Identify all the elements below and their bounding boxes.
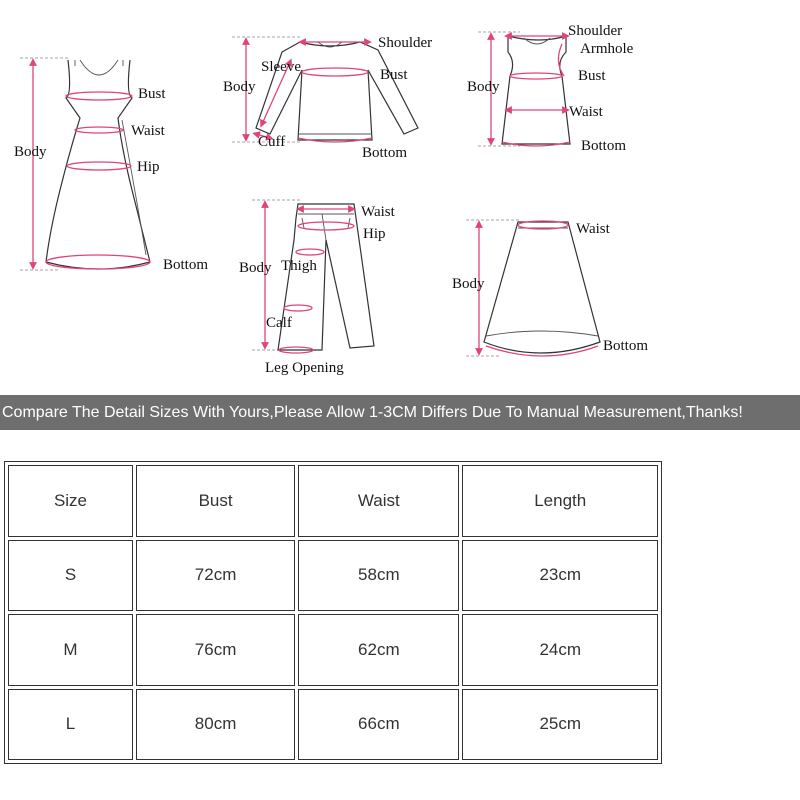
sweater-cuff-label: Cuff	[258, 134, 286, 150]
cell-waist: 66cm	[298, 689, 459, 761]
sweater-shoulder-label: Shoulder	[378, 35, 433, 51]
pants-body-label: Body	[239, 260, 272, 276]
dress-figure	[20, 58, 150, 270]
cell-waist: 58cm	[298, 540, 459, 612]
table-header-row	[8, 465, 658, 537]
sweater-body-label: Body	[223, 79, 256, 95]
dress-hip-label: Hip	[137, 159, 160, 175]
pants-calf-label: Calf	[266, 315, 292, 331]
skirt-figure	[466, 220, 600, 356]
tank-bust-label: Bust	[578, 68, 606, 84]
header-size: Size	[8, 465, 133, 537]
table-row	[8, 540, 658, 612]
tank-waist-label: Waist	[569, 104, 603, 120]
dress-waist-label: Waist	[131, 123, 165, 139]
tank-shoulder-label: Shoulder	[568, 23, 623, 39]
size-chart-table	[4, 461, 662, 764]
cell-length: 24cm	[462, 614, 658, 686]
pants-waist-label: Waist	[361, 204, 395, 220]
cell-bust: 80cm	[136, 689, 295, 761]
pants-thigh-label: Thigh	[281, 258, 317, 274]
table-row	[8, 689, 658, 761]
table-row	[8, 614, 658, 686]
header-waist: Waist	[298, 465, 459, 537]
tank-armhole-label: Armhole	[580, 41, 634, 57]
cell-bust: 72cm	[136, 540, 295, 612]
sweater-bottom-label: Bottom	[362, 145, 408, 161]
dress-bust-label: Bust	[138, 86, 166, 102]
measurement-notice-banner: Compare The Detail Sizes With Yours,Please Allow 1-3CM Differs Due To Manual Measurement,Thanks!	[0, 395, 800, 430]
skirt-bottom-label: Bottom	[603, 338, 649, 354]
sweater-figure	[232, 37, 418, 142]
dress-bottom-label: Bottom	[163, 257, 209, 273]
dress-body-label: Body	[14, 144, 47, 160]
tank-bottom-label: Bottom	[581, 138, 627, 154]
cell-length: 25cm	[462, 689, 658, 761]
header-length: Length	[462, 465, 658, 537]
cell-waist: 62cm	[298, 614, 459, 686]
cell-size: L	[8, 689, 133, 761]
pants-hip-label: Hip	[363, 226, 386, 242]
sweater-bust-label: Bust	[380, 67, 408, 83]
cell-bust: 76cm	[136, 614, 295, 686]
measurement-diagram	[0, 0, 800, 390]
tank-body-label: Body	[467, 79, 500, 95]
cell-size: S	[8, 540, 133, 612]
skirt-waist-label: Waist	[576, 221, 610, 237]
sweater-sleeve-label: Sleeve	[261, 59, 301, 75]
cell-size: M	[8, 614, 133, 686]
skirt-body-label: Body	[452, 276, 485, 292]
header-bust: Bust	[136, 465, 295, 537]
cell-length: 23cm	[462, 540, 658, 612]
pants-leg-opening-label: Leg Opening	[265, 360, 344, 376]
